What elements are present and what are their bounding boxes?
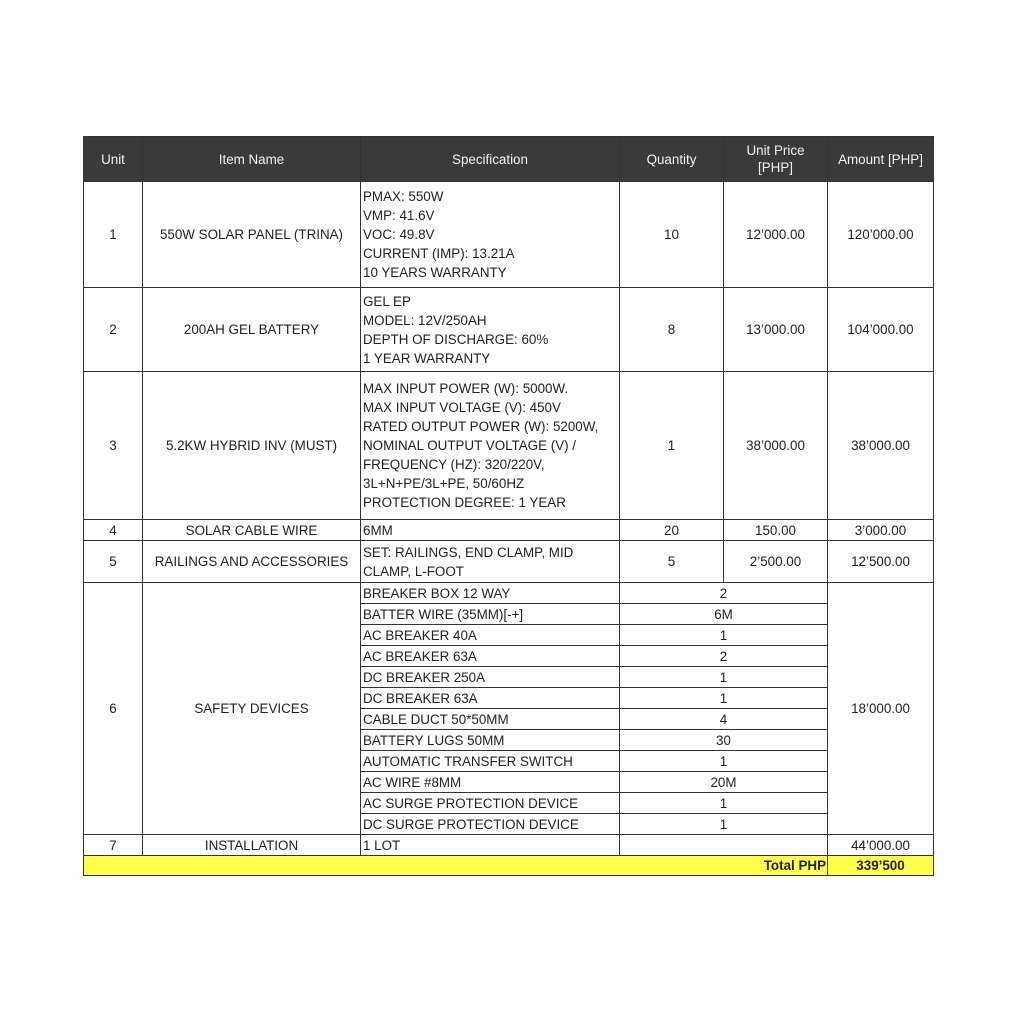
- header-unit: Unit: [84, 137, 143, 182]
- spec-line: 3L+N+PE/3L+PE, 50/60HZ: [363, 476, 525, 491]
- header-row: [84, 137, 934, 182]
- cell-quantity-empty: [620, 835, 828, 856]
- safety-part-name: DC BREAKER 250A: [361, 667, 620, 688]
- spec-line: 1 YEAR WARRANTY: [363, 350, 491, 366]
- cell-unit-price: 38’000.00: [724, 372, 828, 520]
- table-row: [84, 541, 934, 583]
- safety-part-name: AC BREAKER 63A: [361, 646, 620, 667]
- spec-line: MAX INPUT VOLTAGE (V): 450V: [363, 400, 561, 415]
- safety-part-name: DC SURGE PROTECTION DEVICE: [361, 814, 620, 835]
- spec-line: FREQUENCY (HZ): 320/220V,: [363, 457, 545, 472]
- safety-part-name: AC WIRE #8MM: [361, 772, 620, 793]
- safety-part-name: AC BREAKER 40A: [361, 625, 620, 646]
- spec-line: RATED OUTPUT POWER (W): 5200W,: [363, 419, 599, 434]
- cell-item: INSTALLATION: [143, 835, 361, 856]
- safety-part-qty: 2: [620, 646, 828, 667]
- cell-item: SAFETY DEVICES: [143, 583, 361, 835]
- header-quantity: Quantity: [620, 137, 724, 182]
- cell-unit: 2: [84, 288, 143, 372]
- cell-item: 200AH GEL BATTERY: [143, 288, 361, 372]
- safety-part-name: BATTER WIRE (35MM)[-+]: [361, 604, 620, 625]
- spec-line: PROTECTION DEGREE: 1 YEAR: [363, 495, 566, 510]
- safety-part-name: AUTOMATIC TRANSFER SWITCH: [361, 751, 620, 772]
- cell-unit: 1: [84, 182, 143, 288]
- header-specification: Specification: [361, 137, 620, 182]
- cell-unit-price: 13’000.00: [724, 288, 828, 372]
- cell-unit-price: 12’000.00: [724, 182, 828, 288]
- safety-part-qty: 1: [620, 688, 828, 709]
- spec-line: MAX INPUT POWER (W): 5000W.: [363, 381, 569, 396]
- spec-line: NOMINAL OUTPUT VOLTAGE (V) /: [363, 438, 577, 453]
- header-item-name: Item Name: [143, 137, 361, 182]
- spec-line: VOC: 49.8V: [363, 227, 435, 242]
- cell-spec: [361, 541, 620, 583]
- header-amount: Amount [PHP]: [828, 137, 934, 182]
- cell-unit: 5: [84, 541, 143, 583]
- cell-item: 550W SOLAR PANEL (TRINA): [143, 182, 361, 288]
- cell-amount: 44’000.00: [828, 835, 934, 856]
- cell-quantity: 8: [620, 288, 724, 372]
- safety-part-qty: 20M: [620, 772, 828, 793]
- cell-quantity: 5: [620, 541, 724, 583]
- cell-item: SOLAR CABLE WIRE: [143, 520, 361, 541]
- cell-spec: [361, 288, 620, 372]
- cell-unit: 6: [84, 583, 143, 835]
- table-row: [84, 372, 934, 520]
- cell-quantity: 1: [620, 372, 724, 520]
- cell-amount: 120’000.00: [828, 182, 934, 288]
- spec-line: CLAMP, L-FOOT: [363, 563, 464, 579]
- cell-spec: 1 LOT: [361, 835, 620, 856]
- header-unit-price-line2: [PHP]: [758, 160, 793, 175]
- cell-spec: [361, 182, 620, 288]
- total-row: [84, 856, 934, 876]
- quotation-table: [83, 136, 934, 876]
- cell-item: 5.2KW HYBRID INV (MUST): [143, 372, 361, 520]
- safety-part-qty: 2: [620, 583, 828, 604]
- cell-unit-price: 150.00: [724, 520, 828, 541]
- header-unit-price-line1: Unit Price: [746, 143, 805, 158]
- total-value: 339’500: [828, 856, 934, 876]
- spec-line: DEPTH OF DISCHARGE: 60%: [363, 331, 549, 347]
- safety-part-qty: 30: [620, 730, 828, 751]
- cell-item: RAILINGS AND ACCESSORIES: [143, 541, 361, 583]
- safety-part-qty: 1: [620, 667, 828, 688]
- safety-part-name: AC SURGE PROTECTION DEVICE: [361, 793, 620, 814]
- cell-amount: 18’000.00: [828, 583, 934, 835]
- safety-part-name: DC BREAKER 63A: [361, 688, 620, 709]
- spec-line: VMP: 41.6V: [363, 208, 435, 223]
- safety-part-name: CABLE DUCT 50*50MM: [361, 709, 620, 730]
- spec-line: 10 YEARS WARRANTY: [363, 265, 507, 280]
- cell-amount: 104’000.00: [828, 288, 934, 372]
- cell-amount: 12’500.00: [828, 541, 934, 583]
- table-row: [84, 835, 934, 856]
- table-row: [84, 583, 934, 604]
- safety-part-qty: 6M: [620, 604, 828, 625]
- cell-amount: 38’000.00: [828, 372, 934, 520]
- cell-unit: 4: [84, 520, 143, 541]
- spec-line: SET: RAILINGS, END CLAMP, MID: [363, 544, 574, 560]
- total-label: Total PHP: [84, 856, 828, 876]
- safety-part-qty: 1: [620, 625, 828, 646]
- spec-line: PMAX: 550W: [363, 189, 444, 204]
- table-row: [84, 520, 934, 541]
- cell-spec: 6MM: [361, 520, 620, 541]
- table-row: [84, 288, 934, 372]
- table-row: [84, 182, 934, 288]
- cell-unit: 7: [84, 835, 143, 856]
- header-unit-price: [724, 137, 828, 182]
- cell-spec: [361, 372, 620, 520]
- cell-quantity: 20: [620, 520, 724, 541]
- safety-part-qty: 4: [620, 709, 828, 730]
- safety-part-qty: 1: [620, 751, 828, 772]
- spec-line: CURRENT (IMP): 13.21A: [363, 246, 515, 261]
- cell-amount: 3’000.00: [828, 520, 934, 541]
- safety-part-name: BATTERY LUGS 50MM: [361, 730, 620, 751]
- safety-part-qty: 1: [620, 793, 828, 814]
- safety-part-name: BREAKER BOX 12 WAY: [361, 583, 620, 604]
- safety-part-qty: 1: [620, 814, 828, 835]
- spec-line: MODEL: 12V/250AH: [363, 312, 487, 328]
- cell-quantity: 10: [620, 182, 724, 288]
- cell-unit: 3: [84, 372, 143, 520]
- spec-line: GEL EP: [363, 293, 411, 309]
- cell-unit-price: 2’500.00: [724, 541, 828, 583]
